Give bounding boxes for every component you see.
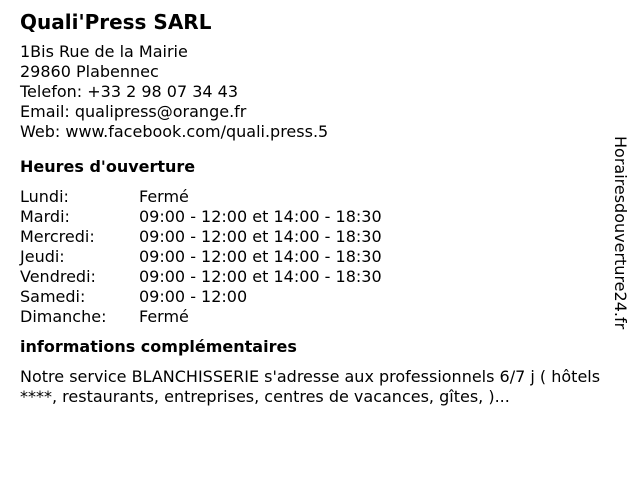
time-value: 09:00 - 12:00 et 14:00 - 18:30 — [139, 247, 382, 266]
side-brand-text: Horairesdouverture24.fr — [611, 136, 630, 330]
time-value: 09:00 - 12:00 — [139, 287, 248, 306]
hours-row — [20, 187, 620, 207]
business-name: Quali'Press SARL — [20, 10, 212, 34]
time-value: 09:00 - 12:00 et 14:00 - 18:30 — [139, 267, 382, 286]
day-label: Vendredi: — [20, 267, 96, 286]
day-label: Lundi: — [20, 187, 69, 206]
email-line: Email: qualipress@orange.fr — [20, 102, 247, 121]
web-line: Web: www.facebook.com/quali.press.5 — [20, 122, 329, 141]
time-value: Fermé — [139, 307, 189, 326]
hours-heading: Heures d'ouverture — [20, 157, 196, 176]
hours-row — [20, 207, 620, 227]
address-line-1: 1Bis Rue de la Mairie — [20, 42, 188, 61]
phone-line: Telefon: +33 2 98 07 34 43 — [20, 82, 239, 101]
hours-row — [20, 307, 620, 327]
day-label: Mercredi: — [20, 227, 95, 246]
business-card — [20, 10, 620, 407]
time-value: 09:00 - 12:00 et 14:00 - 18:30 — [139, 227, 382, 246]
time-value: 09:00 - 12:00 et 14:00 - 18:30 — [139, 207, 382, 226]
day-label: Dimanche: — [20, 307, 107, 326]
hours-row — [20, 247, 620, 267]
info-description: Notre service BLANCHISSERIE s'adresse aux professionnels 6/7 j ( hôtels ****, restaurants, entreprises, centres de vacances, gîtes, )... — [20, 367, 601, 406]
hours-row — [20, 287, 620, 307]
day-label: Samedi: — [20, 287, 86, 306]
address-line-2: 29860 Plabennec — [20, 62, 159, 81]
info-heading: informations complémentaires — [20, 337, 297, 356]
hours-table — [20, 187, 620, 327]
day-label: Mardi: — [20, 207, 70, 226]
time-value: Fermé — [139, 187, 189, 206]
hours-row — [20, 227, 620, 247]
day-label: Jeudi: — [20, 247, 65, 266]
hours-row — [20, 267, 620, 287]
